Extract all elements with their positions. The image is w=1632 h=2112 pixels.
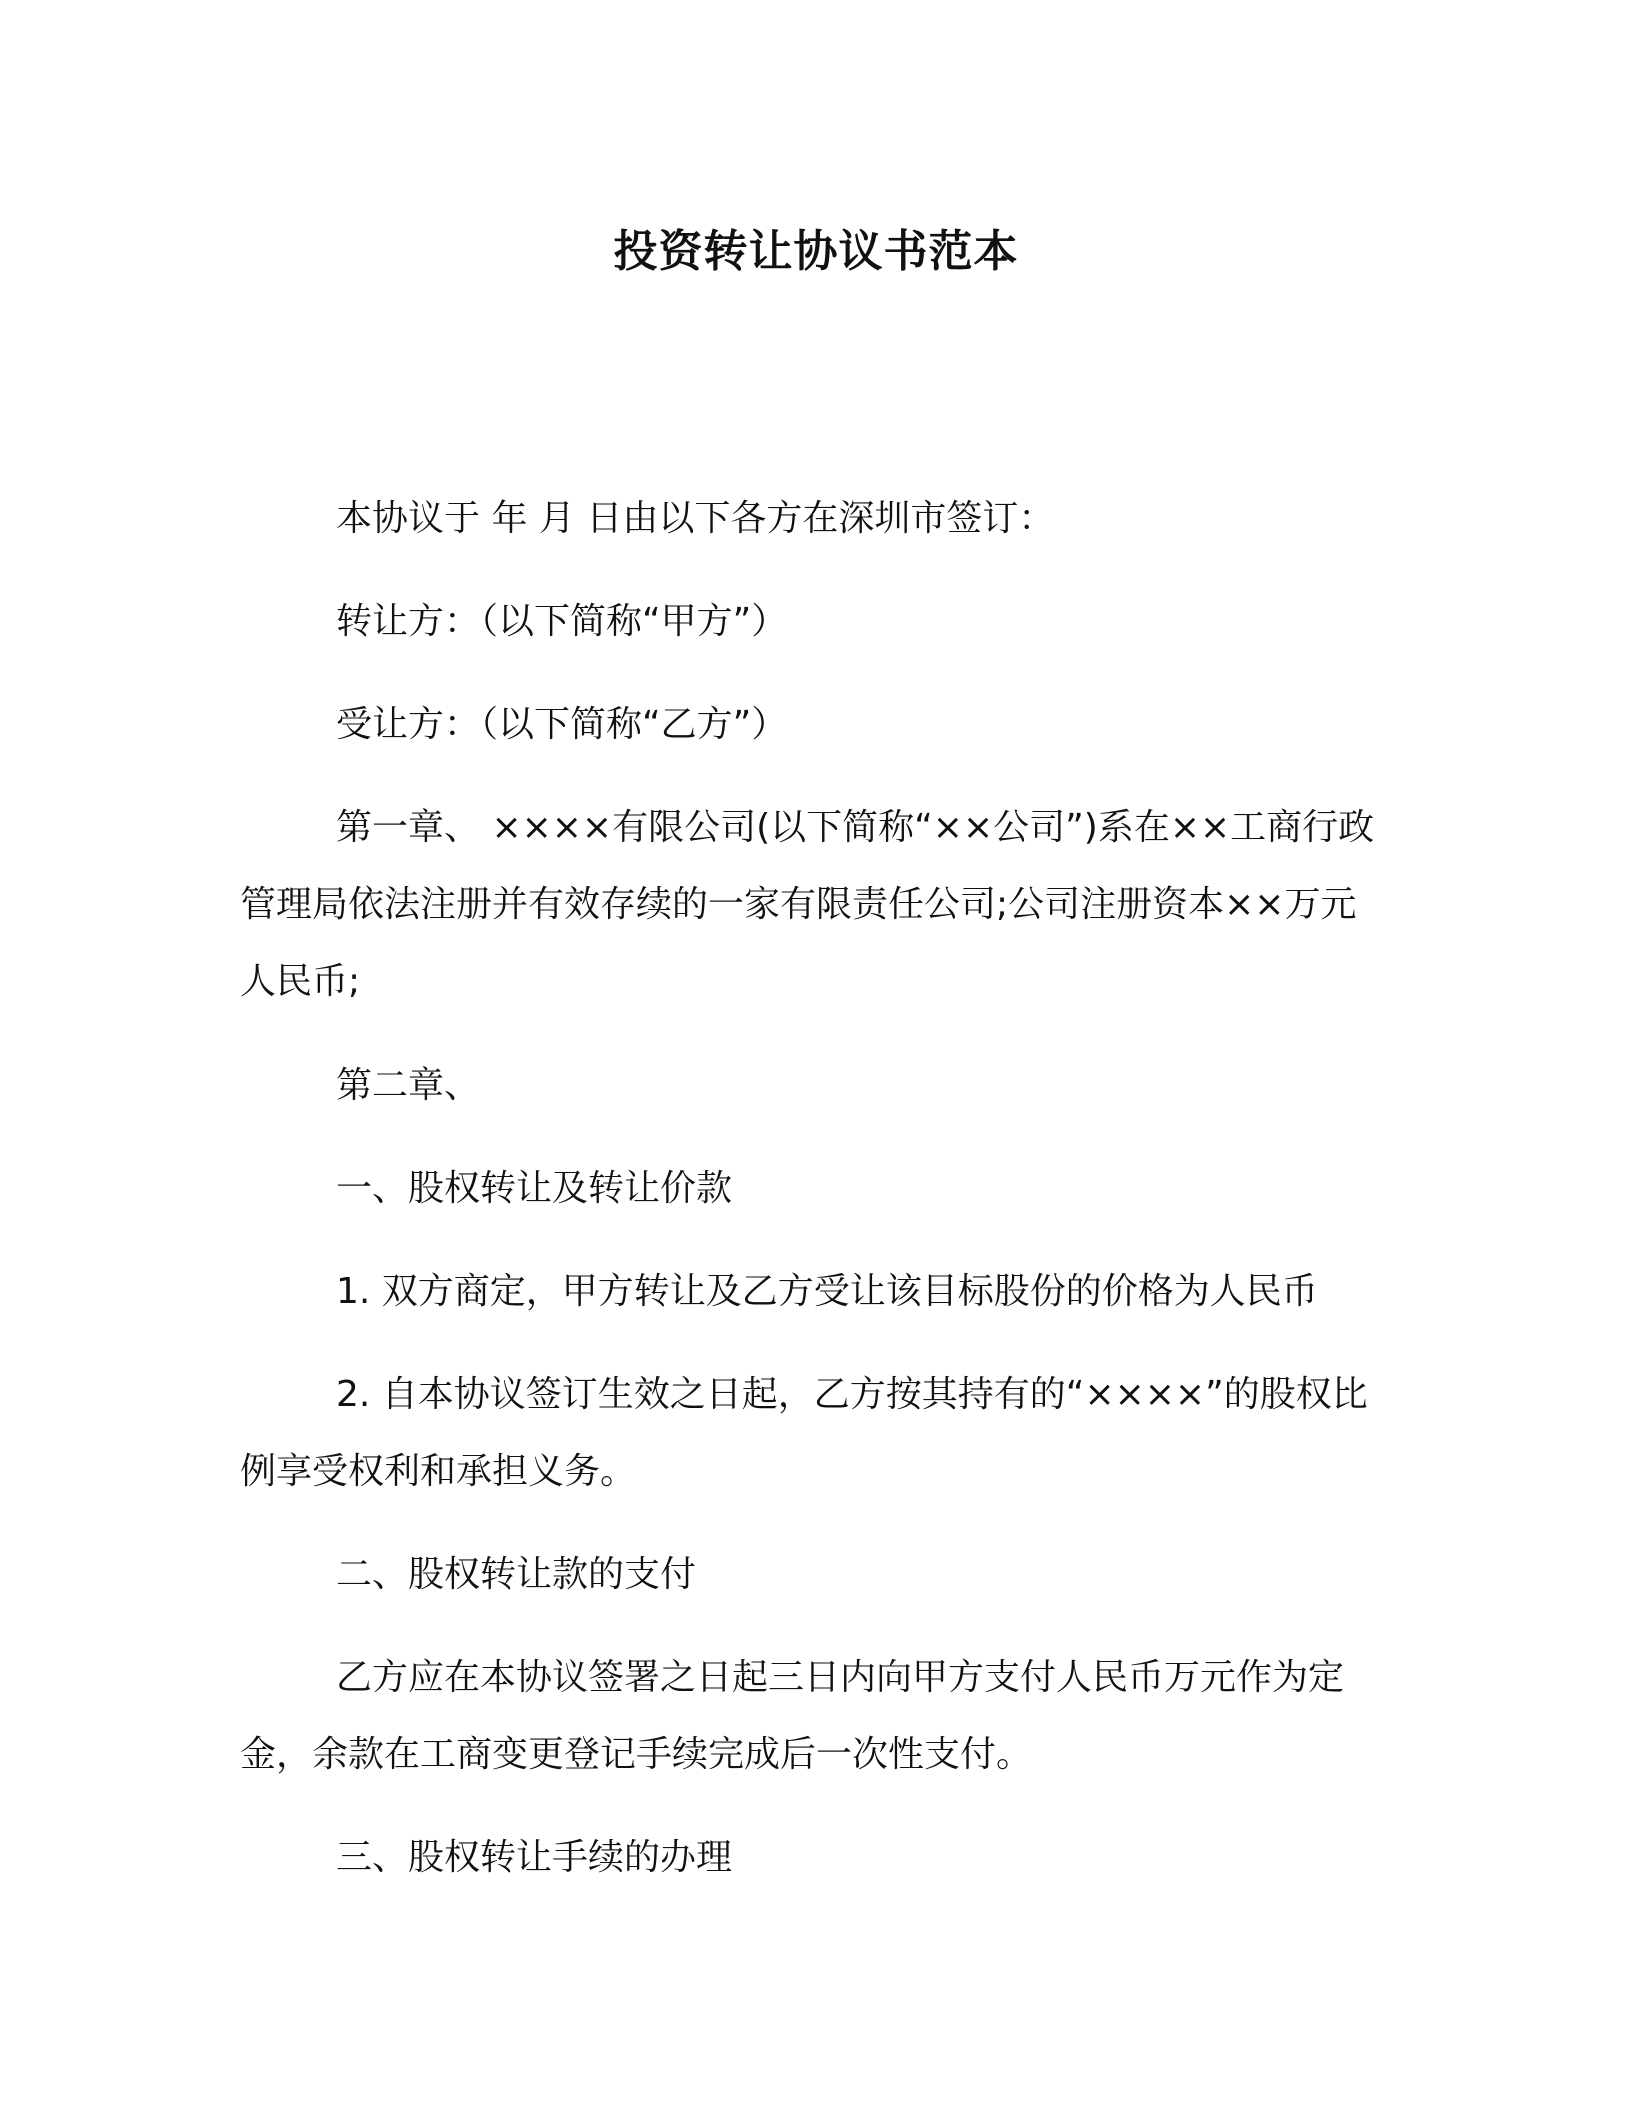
paragraph-transferor: 转让方：（以下简称“甲方”）: [336, 601, 788, 642]
paragraph-chapter-two: 第二章、: [336, 1065, 481, 1106]
paragraph-signing-date: 本协议于 年 月 日由以下各方在深圳市签订：: [336, 498, 1055, 539]
paragraph-payment-terms: 乙方应在本协议签署之日起三日内向甲方支付人民币万元作为定金，余款在工商变更登记手续完成后一次性支付。: [240, 1657, 1345, 1775]
document-title: 投资转让协议书范本: [613, 226, 1019, 277]
paragraph-item-1: 1. 双方商定，甲方转让及乙方受让该目标股份的价格为人民币: [336, 1271, 1318, 1312]
section-heading-payment: 二、股权转让款的支付: [336, 1554, 697, 1595]
paragraph-transferee: 受让方：（以下简称“乙方”）: [336, 704, 788, 745]
paragraph-item-2: 2. 自本协议签订生效之日起，乙方按其持有的“××××”的股权比例享受权利和承担义务。: [240, 1374, 1368, 1492]
section-heading-procedures: 三、股权转让手续的办理: [336, 1837, 733, 1878]
section-heading-transfer-price: 一、股权转让及转让价款: [336, 1168, 733, 1209]
paragraph-chapter-one: 第一章、 ××××有限公司(以下简称“××公司”)系在××工商行政管理局依法注册并有效存续的一家有限责任公司;公司注册资本××万元人民币;: [240, 807, 1375, 1002]
